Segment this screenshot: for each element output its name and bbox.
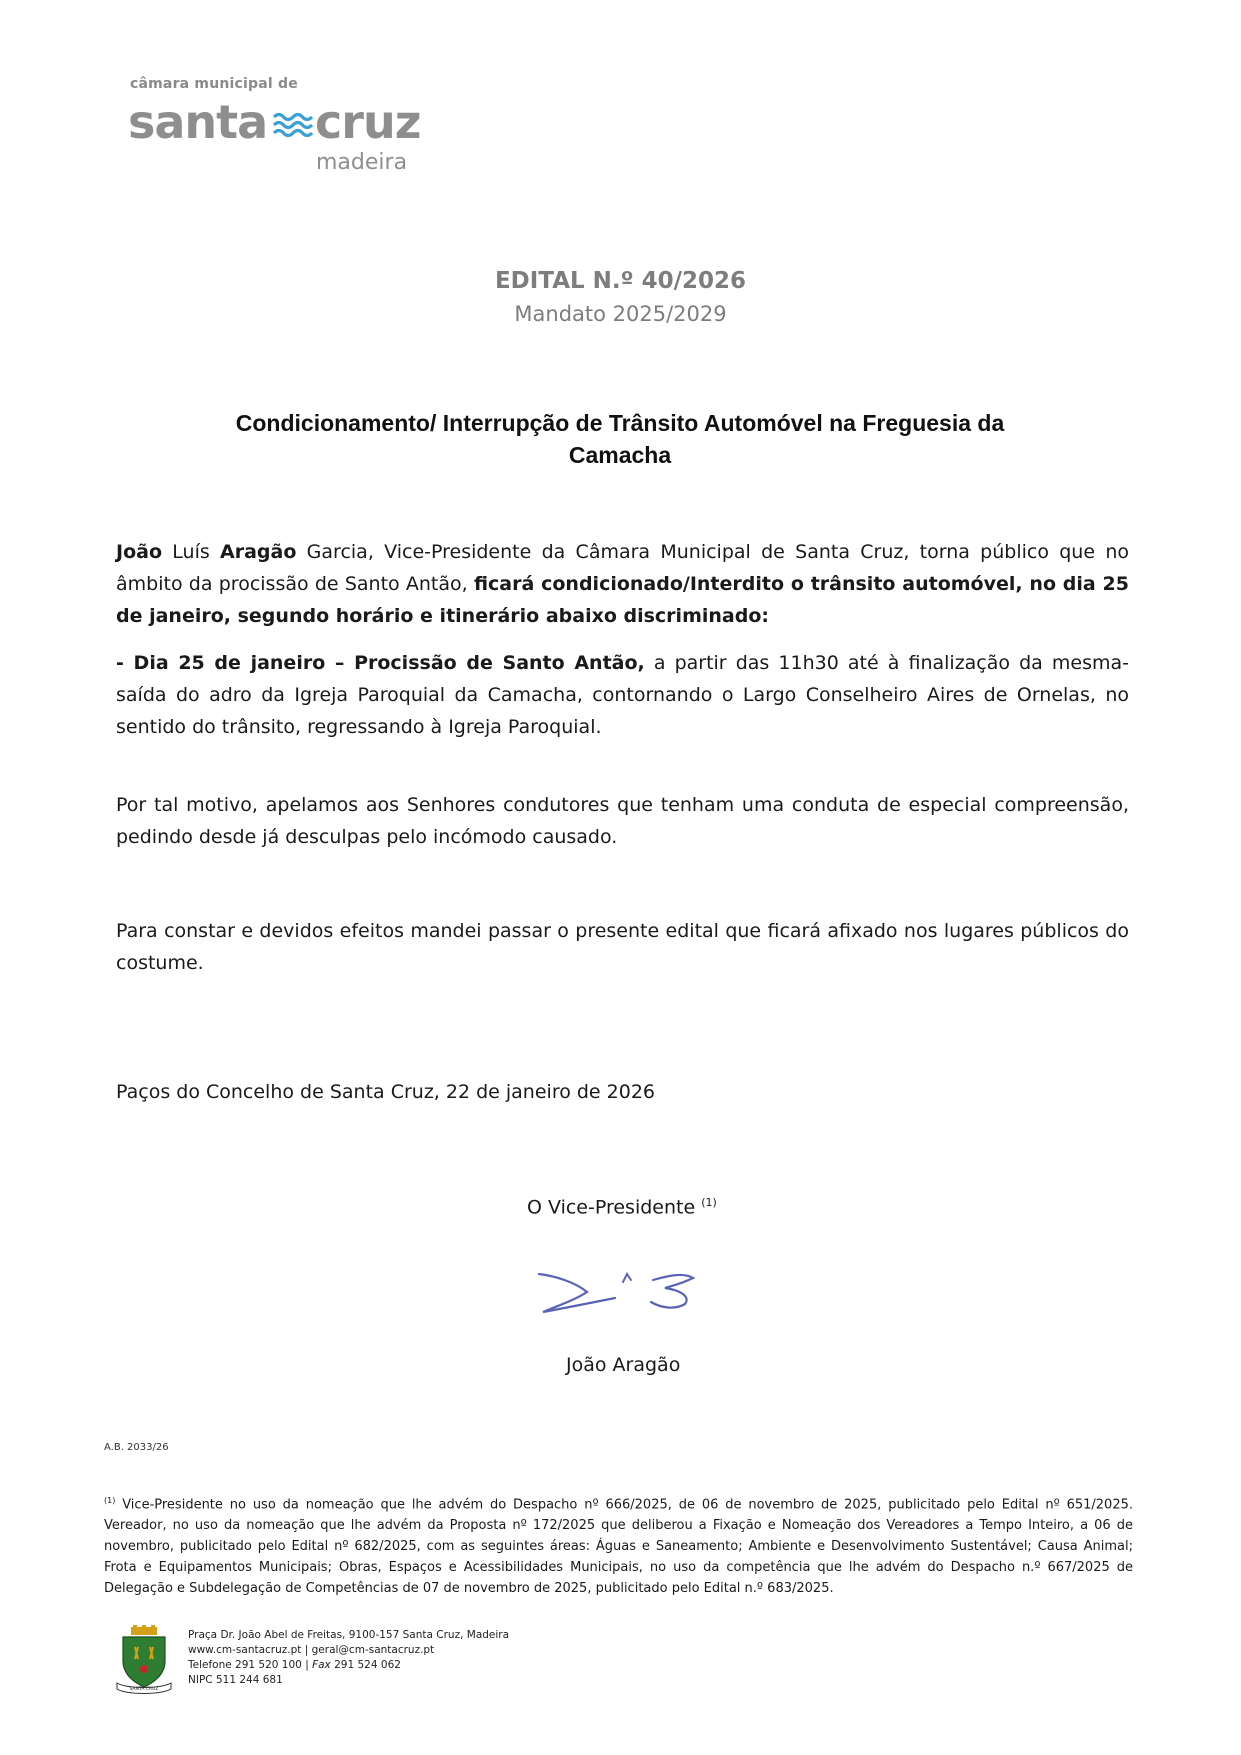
contact-nipc: NIPC 511 244 681 (188, 1674, 283, 1686)
email-link[interactable]: geral@cm-santacruz.pt (311, 1644, 435, 1656)
role-text: O Vice-Presidente (527, 1196, 702, 1219)
document-reference: A.B. 2033/26 (104, 1442, 169, 1453)
logo-word-right: cruz (315, 95, 421, 149)
fax-label: Fax (312, 1659, 331, 1671)
bold-text: - Dia 25 de janeiro – Procissão de Santo Antão, (116, 652, 645, 674)
bold-text: ficará condicionado/Interdito o trânsito automóvel, no dia 25 de janeiro, segundo horário e itinerário abaixo discriminado: (116, 573, 1129, 627)
contact-address: Praça Dr. João Abel de Freitas, 9100-157 Santa Cruz, Madeira (188, 1629, 510, 1641)
contact-block (188, 1628, 509, 1688)
logo-small-text: câmara municipal de (130, 76, 298, 92)
subject-line-1: Condicionamento/ Interrupção de Trânsito Automóvel na Freguesia da (235, 410, 1005, 436)
municipality-logo (128, 76, 448, 176)
handwritten-signature (535, 1262, 715, 1322)
signatory-name: João Aragão (566, 1354, 681, 1376)
phone-number: 291 520 100 (235, 1659, 302, 1671)
contact-web-email: www.cm-santacruz.pt | geral@cm-santacruz.pt (188, 1644, 435, 1656)
bold-text: Aragão (220, 541, 297, 563)
municipal-crest-icon (113, 1625, 175, 1695)
website-link[interactable]: www.cm-santacruz.pt (188, 1644, 302, 1656)
body-text: Garcia, Vice-Presidente da Câmara Municipal de Santa Cruz, torna público que no âmbito da procissão de Santo Antão, (116, 541, 1129, 595)
edital-number: EDITAL N.º 40/2026 (494, 268, 747, 294)
place-and-date: Paços do Concelho de Santa Cruz, 22 de janeiro de 2026 (116, 1081, 656, 1103)
body-text: a partir das 11h30 até à finalização da mesma- saída do adro da Igreja Paroquial da Camacha, contornando o Largo Conselheiro Aires de Ornelas, no sentido do trânsito, regressando à Igreja Paroquial. (116, 652, 1130, 738)
footnote-marker: (1) (701, 1196, 717, 1209)
phone-label: Telefone (188, 1659, 232, 1671)
bold-text: João (116, 541, 162, 563)
document-subject (160, 407, 1080, 471)
footnote-marker: (1) (104, 1496, 116, 1505)
footnote (104, 1490, 1133, 1599)
fax-number: 291 524 062 (334, 1659, 401, 1671)
paragraph-itinerary (116, 647, 1129, 743)
paragraph-appeal: Por tal motivo, apelamos aos Senhores condutores que tenham uma conduta de especial compreensão, pedindo desde já desculpas pelo incómodo causado. (116, 794, 1129, 848)
crest-label: SANTA CRUZ (129, 1687, 159, 1692)
body-text: Luís (162, 541, 221, 563)
logo-word-left: santa (128, 95, 268, 149)
paragraph-publication: Para constar e devidos efeitos mandei passar o presente edital que ficará afixado nos lugares públicos do costume. (116, 920, 1129, 974)
signatory-role (527, 1196, 717, 1218)
mandate: Mandato 2025/2029 (514, 302, 727, 326)
logo-region: madeira (316, 150, 408, 175)
paragraph-announcement (116, 536, 1129, 632)
footnote-text: Vice-Presidente no uso da nomeação que lhe advém do Despacho nº 666/2025, de 06 de novembro de 2025, publicitado pelo Edital nº 651/2025. Vereador, no uso da nomeação que lhe advém da Proposta nº 172/2025 que deliberou a Fixação e Nomeação dos Vereadores a Tempo Inteiro, a 06 de novembro, publicitado pelo Edital nº 682/2025, com as seguintes áreas: Águas e Saneamento; Ambiente e Desenvolvimento Sustentável; Causa Animal; Frota e Equipamentos Municipais; Obras, Espaços e Acessibilidades Municipais, no uso da competência que lhe advém do Despacho n.º 667/2025 de Delegação e Subdelegação de Competências de 07 de novembro de 2025, publicitado pelo Edital n.º 683/2025. (104, 1497, 1133, 1597)
subject-line-2: Camacha (568, 442, 672, 468)
waves-icon (272, 110, 314, 140)
contact-phone-fax: Telefone 291 520 100 | Fax 291 524 062 (188, 1659, 401, 1671)
